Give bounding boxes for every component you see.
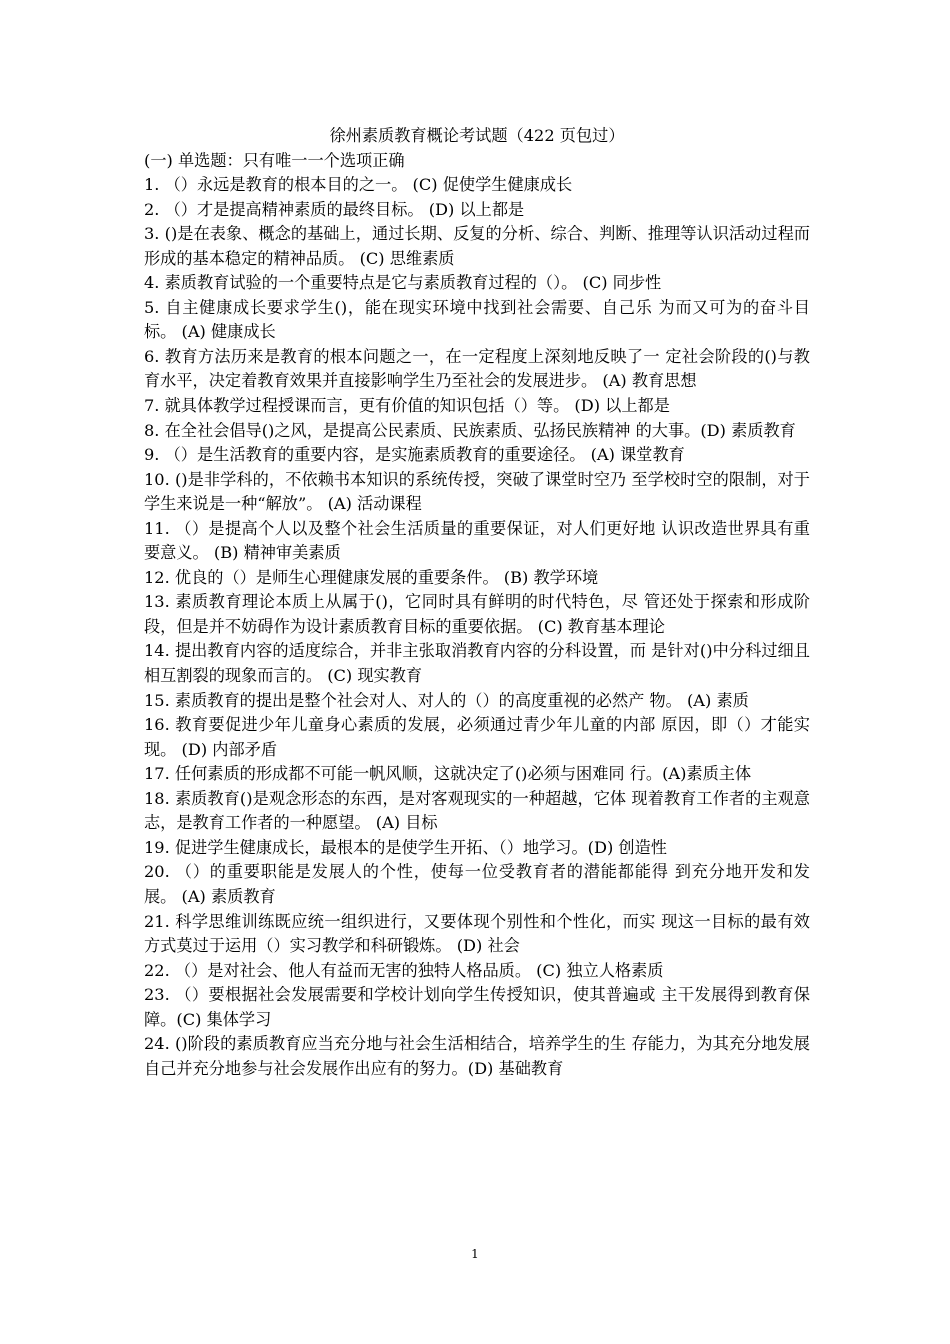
question-item: 5. 自主健康成长要求学生()，能在现实环境中找到社会需要、自己乐 为而又可为的奋斗目标。 (A) 健康成长 [144,297,810,342]
document-body [144,124,810,1081]
question-item: 1. （）永远是教育的根本目的之一。 (C) 促使学生健康成长 [144,175,573,195]
question-item: 23. （）要根据社会发展需要和学校计划向学生传授知识，使其普遍或 主干发展得到教育保障。(C) 集体学习 [144,985,810,1029]
question-item: 9. （）是生活教育的重要内容，是实施素质教育的重要途径。 (A) 课堂教育 [144,445,685,465]
section-heading: (一) 单选题：只有唯一一个选项正确 [144,150,405,170]
question-item: 19. 促进学生健康成长，最根本的是使学生开拓、（）地学习。(D) 创造性 [144,837,667,857]
question-item: 21. 科学思维训练既应统一组织进行，又要体现个别性和个性化，而实 现这一目标的最有效方式莫过于运用（）实习教学和科研锻炼。 (D) 社会 [144,911,810,956]
question-item: 10. ()是非学科的，不依赖书本知识的系统传授，突破了课堂时空乃 至学校时空的限制，对于学生来说是一种“解放”。 (A) 活动课程 [144,469,810,514]
question-item: 12. 优良的（）是师生心理健康发展的重要条件。 (B) 教学环境 [144,567,599,587]
question-item: 13. 素质教育理论本质上从属于()，它同时具有鲜明的时代特色，尽 管还处于探索和形成阶段，但是并不妨碍作为设计素质教育目标的重要依据。 (C) 教育基本理论 [144,592,810,636]
document-title: 徐州素质教育概论考试题（422 页包过） [329,126,625,145]
question-item: 20. （）的重要职能是发展人的个性，使每一位受教育者的潜能都能得 到充分地开发和发展。 (A) 素质教育 [144,862,810,906]
question-item: 24. ()阶段的素质教育应当充分地与社会生活相结合，培养学生的生 存能力，为其充分地发展自己并充分地参与社会发展作出应有的努力。(D) 基础教育 [144,1034,810,1078]
question-item: 16. 教育要促进少年儿童身心素质的发展，必须通过青少年儿童的内部 原因，即（）才能实现。 (D) 内部矛盾 [144,715,810,759]
question-item: 11. （）是提高个人以及整个社会生活质量的重要保证，对人们更好地 认识改造世界具有重要意义。 (B) 精神审美素质 [144,518,810,563]
question-item: 3. ()是在表象、概念的基础上，通过长期、反复的分析、综合、判断、推理等认识活动过程而形成的基本稳定的精神品质。 (C) 思维素质 [144,224,810,268]
question-item: 7. 就具体教学过程授课而言，更有价值的知识包括（）等。 (D) 以上都是 [144,396,670,416]
question-item: 4. 素质教育试验的一个重要特点是它与素质教育过程的（）。 (C) 同步性 [144,273,662,293]
question-item: 15. 素质教育的提出是整个社会对人、对人的（）的高度重视的必然产 物。 (A) 素质 [144,690,749,710]
question-item: 14. 提出教育内容的适度综合，并非主张取消教育内容的分科设置，而 是针对()中分科过细且相互割裂的现象而言的。 (C) 现实教育 [144,641,810,686]
page-number: 1 [471,1247,479,1261]
question-item: 2. （）才是提高精神素质的最终目标。 (D) 以上都是 [144,199,525,219]
question-item: 8. 在全社会倡导()之风，是提高公民素质、民族素质、弘扬民族精神 的大事。(D) 素质教育 [144,420,796,440]
question-item: 6. 教育方法历来是教育的根本问题之一，在一定程度上深刻地反映了一 定社会阶段的()与教育水平，决定着教育效果并直接影响学生乃至社会的发展进步。 (A) 教育思想 [144,346,810,391]
question-item: 18. 素质教育()是观念形态的东西，是对客观现实的一种超越，它体 现着教育工作者的主观意志，是教育工作者的一种愿望。 (A) 目标 [144,788,810,833]
question-item: 22. （）是对社会、他人有益而无害的独特人格品质。 (C) 独立人格素质 [144,960,664,980]
question-item: 17. 任何素质的形成都不可能一帆风顺，这就决定了()必须与困难同 行。(A)素质主体 [144,764,752,784]
